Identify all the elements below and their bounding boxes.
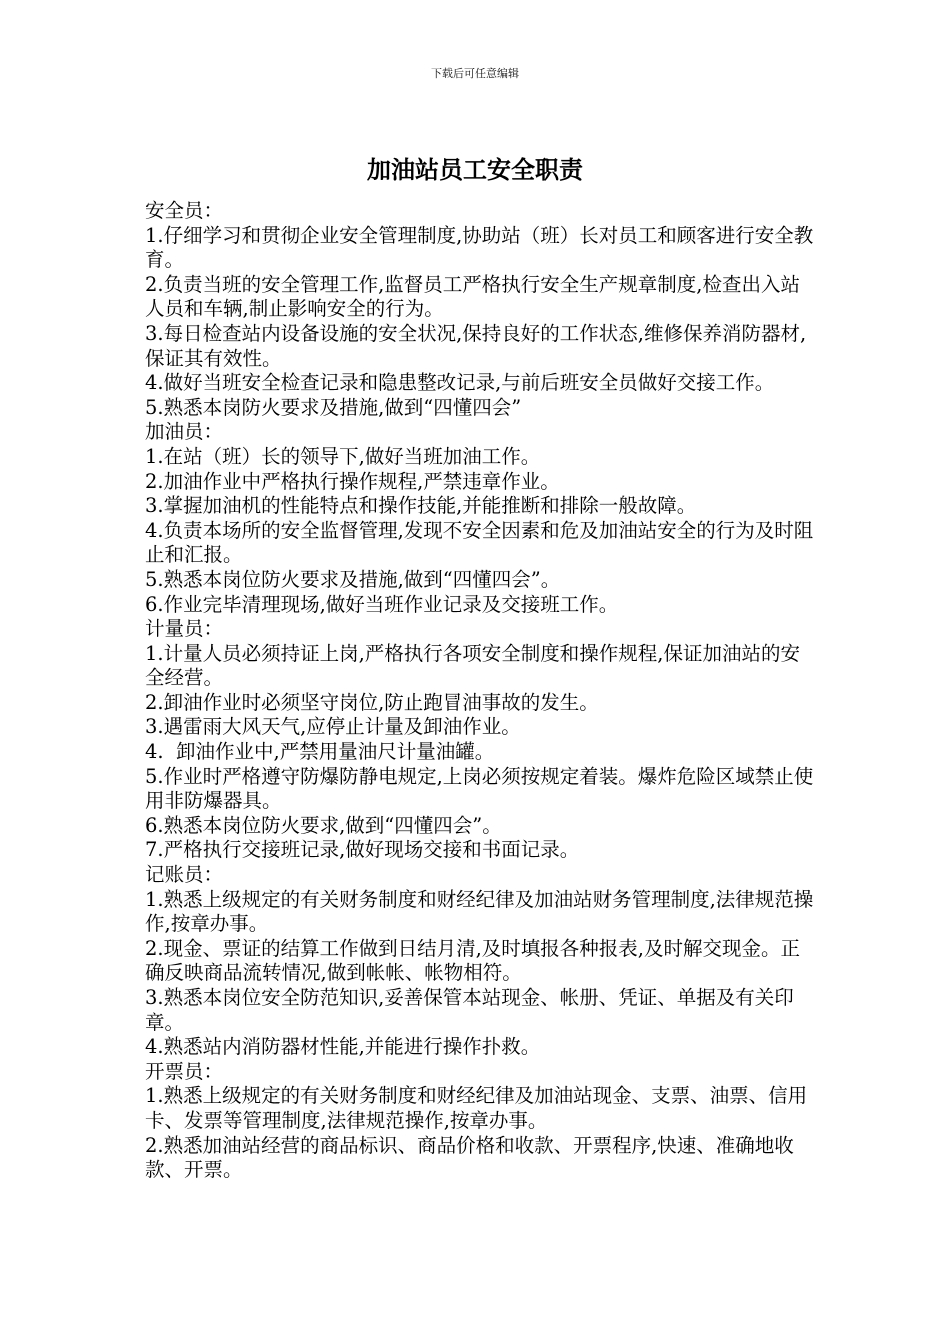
section-heading-bookkeeper: 记账员： xyxy=(145,863,224,887)
duty-item: 3.每日检查站内设备设施的安全状况,保持良好的工作状态,维修保养消防器材,保证其有效性。 xyxy=(145,321,807,370)
section-heading-fueler: 加油员： xyxy=(145,420,224,444)
duty-item: 1.计量人员必须持证上岗,严格执行各项安全制度和操作规程,保证加油站的安全经营。 xyxy=(145,641,801,690)
duty-item: 4.熟悉站内消防器材性能,并能进行操作扑救。 xyxy=(145,1035,541,1059)
duty-item: 4.做好当班安全检查记录和隐患整改记录,与前后班安全员做好交接工作。 xyxy=(145,371,775,395)
duty-item: 2.加油作业中严格执行操作规程,严禁违章作业。 xyxy=(145,469,560,493)
duty-item: 3.掌握加油机的性能特点和操作技能,并能推断和排除一般故障。 xyxy=(145,494,697,518)
duty-item: 2.负责当班的安全管理工作,监督员工严格执行安全生产规章制度,检查出入站人员和车辆,制止影响安全的行为。 xyxy=(145,272,801,321)
duty-item: 2.现金、票证的结算工作做到日结月清,及时填报各种报表,及时解交现金。正确反映商品流转情况,做到帐帐、帐物相符。 xyxy=(145,936,801,985)
duty-item: 1.仔细学习和贯彻企业安全管理制度,协助站（班）长对员工和顾客进行安全教育。 xyxy=(145,223,814,272)
duty-item: 1.在站（班）长的领导下,做好当班加油工作。 xyxy=(145,444,541,468)
duty-item: 5.熟悉本岗位防火要求及措施,做到“四懂四会”。 xyxy=(145,567,561,591)
section-heading-safety-officer: 安全员： xyxy=(145,199,224,222)
document-title: 加油站员工安全职责 xyxy=(367,155,583,184)
duty-item: 2.熟悉加油站经营的商品标识、商品价格和收款、开票程序,快速、准确地收款、开票。 xyxy=(145,1133,794,1182)
duty-item: 6.熟悉本岗位防火要求,做到“四懂四会”。 xyxy=(145,813,502,837)
header-note: 下载后可任意编辑 xyxy=(431,67,519,80)
duty-item: 6.作业完毕清理现场,做好当班作业记录及交接班工作。 xyxy=(145,592,619,616)
duty-item: 3.熟悉本岗位安全防范知识,妥善保管本站现金、帐册、凭证、单据及有关印章。 xyxy=(145,986,794,1034)
duty-item: 4.负责本场所的安全监督管理,发现不安全因素和危及加油站安全的行为及时阻止和汇报。 xyxy=(145,518,814,567)
section-heading-metering-officer: 计量员： xyxy=(145,617,224,641)
duty-item: 2.卸油作业时必须坚守岗位,防止跑冒油事故的发生。 xyxy=(145,690,599,714)
section-heading-invoice-clerk: 开票员： xyxy=(145,1059,224,1083)
document-body xyxy=(145,199,817,1183)
duty-item: 1.熟悉上级规定的有关财务制度和财经纪律及加油站现金、支票、油票、信用卡、发票等管理制度,法律规范操作,按章办事。 xyxy=(145,1084,808,1132)
duty-item: 5.熟悉本岗防火要求及措施,做到“四懂四会” xyxy=(145,395,522,419)
duty-item: 3.遇雷雨大风天气,应停止计量及卸油作业。 xyxy=(145,715,521,739)
duty-item: 5.作业时严格遵守防爆防静电规定,上岗必须按规定着装。爆炸危险区域禁止使用非防爆器具。 xyxy=(145,764,814,813)
duty-item: 4. 卸油作业中,严禁用量油尺计量油罐。 xyxy=(145,740,495,764)
duty-item: 1.熟悉上级规定的有关财务制度和财经纪律及加油站财务管理制度,法律规范操作,按章办事。 xyxy=(145,887,814,936)
duty-item: 7.严格执行交接班记录,做好现场交接和书面记录。 xyxy=(145,838,580,862)
